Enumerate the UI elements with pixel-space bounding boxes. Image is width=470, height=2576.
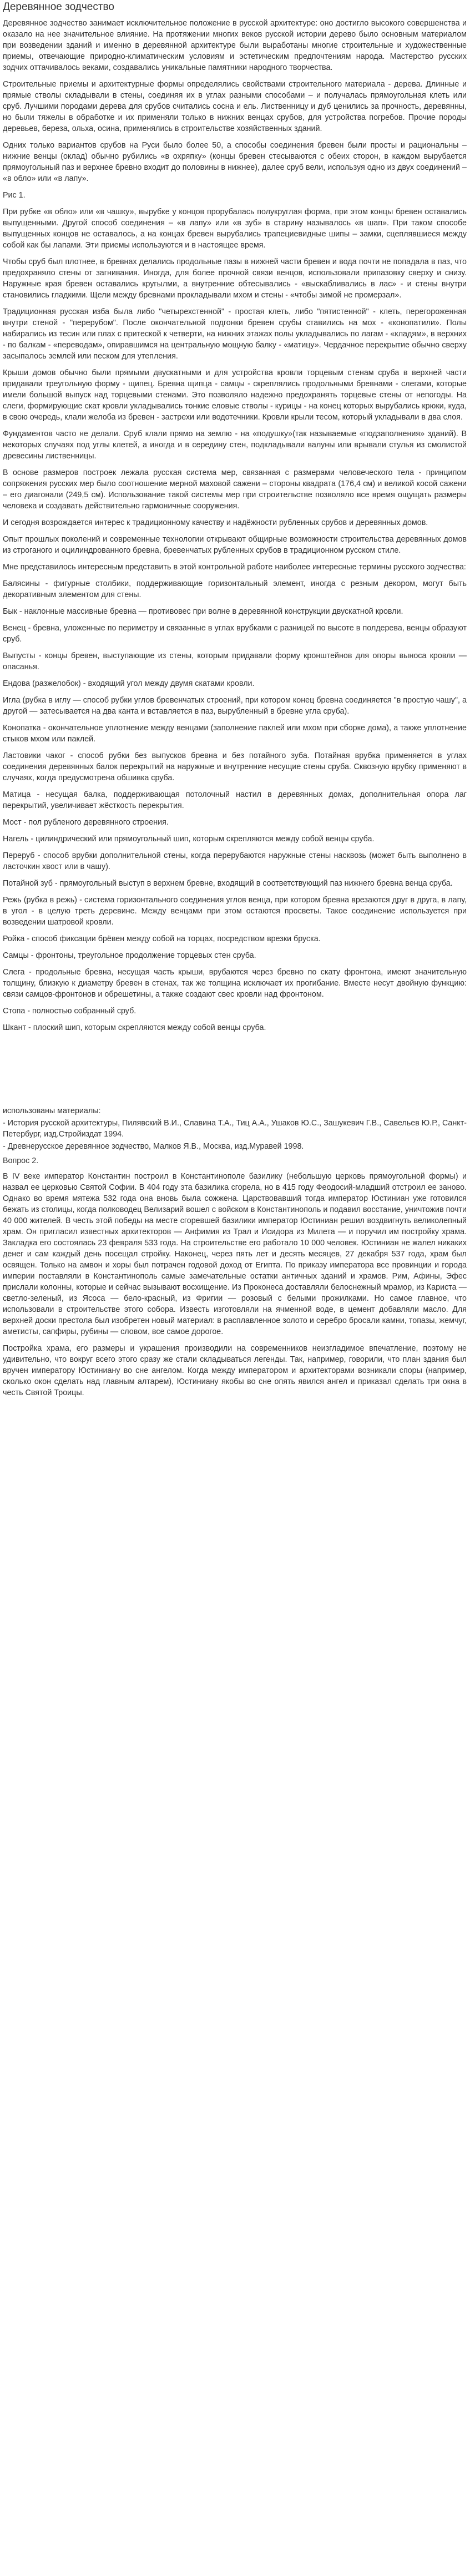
question2-paragraphs [3,1171,467,1398]
article-paragraph: Венец - бревна, уложенные по периметру и связанные в углах врубками с разницей по высоте в полдерева, венцы образуют сруб. [3,624,467,644]
article-paragraph: Рис 1. [3,191,26,200]
article-paragraph: Ендова (разжелобок) - входящий угол между двумя скатами кровли. [3,679,255,688]
question2-paragraph: В IV веке император Константин построил в Константинополе базилику (небольшую церковь прямоугольной формы) и назвал ее церковью Святой Софии. В 404 году эта базилика сгорела, но в 415 году Феодосий-младший отстроил ее заново. Однако во время мятежа 532 года она вновь была сожжена. Царствовавший тогда император Юстиниан уже готовился бежать из столицы, когда полководец Велизарий вошел с войском в Константинополь и подавил восстание, уничтожив почти 40 000 жителей. В честь этой победы на месте сгоревшей базилики император Юстиниан решил воздвигнуть великолепный храм. Он пригласил известных архитекторов — Анфимия из Трал и Исидора из Милета — и поручил им постройку храма. Закладка его состоялась 23 февраля 533 года. На строительстве его работало 10 000 человек. Юстиниан не жалел никаких денег и сам каждый день посещал стройку. Наконец, через пять лет и десять месяцев, 27 декабря 537 года, храм был освящен. Только на амвон и хоры был потрачен годовой доход от Египта. По приказу императора все провинции и города империи поставляли в Константинополь самые замечательные остатки античных зданий и храмов. Рим, Афины, Эфес прислали колонны, которые и сейчас вызывают восхищение. Из Проконеса доставляли белоснежный мрамор, из Кариста — светло-зеленый, из Ясоса — бело-красный, из Фригии — розовый с белыми прожилками. Но самое главное, что использовали в строительстве этого собора. Известь изготовляли на ячменной воде, в цемент добавляли масло. Для верхней доски престола был изобретен новый материал: в расплавленное золото и серебро бросали камни, топазы, жемчуг, аметисты, сапфиры, рубины — словом, все самое дорогое. [3,1172,467,1336]
article-paragraph: Игла (рубка в иглу — способ рубки углов бревенчатых строений, при котором конец бревна соединяется "в простую чашу", а другой — затесывается на два канта и вставляется в паз, вырубленный в бревне угла сруба). [3,696,467,716]
article-paragraph: Выпусты - концы бревен, выступающие из стены, которым придавали форму кронштейнов для опоры выноса кровли — опасанья. [3,651,467,671]
article-paragraph: Самцы - фронтоны, треугольное продолжение торцевых стен сруба. [3,951,256,960]
article-paragraph: Балясины - фигурные столбики, поддерживающие горизонтальный элемент, иногда с резным декором, могут быть декоративным элементом для стены. [3,579,467,599]
article-paragraph: Слега - продольные бревна, несущая часть крыши, врубаются через бревно по скату фронтона, имеют значительную толщину, близкую к диаметру бревен в стенах, так же толщина исключает их прогибание. Вместе несут двойную функцию: связи самцов-фронтонов и обрешетины, а также создают свес кровли над фронтоном. [3,968,467,999]
article-paragraphs [3,18,467,1033]
article-paragraph: При рубке «в обло» или «в чашку», вырубке у концов прорубалась полукруглая форма, при этом концы бревен оставались выпущенными. Другой способ соединения – «в лапу» или «в зуб» в старину называлось «в шап». При таком способе выпущенных концов не оставалось, а на концах бревен вырубались трапециевидные шипы – замки, сцеплявшиеся между собой как бы лапами. Эти приемы используются и в настоящее время. [3,208,467,250]
article-paragraph: Ройка - способ фиксации брёвен между собой на торцах, посредством врезки бруска. [3,935,321,943]
references-heading: использованы материалы: [3,1107,101,1115]
article-paragraph: Одних только вариантов срубов на Руси было более 50, а способы соединения бревен были просты и рациональны – нижние венцы (оклад) обычно рубились «в охряпку» (концы бревен стесываются с обеих сторон, в каждом вырубается прямоугольный паз и верхнее бревно входит до половины в нижнее), далее сруб вели, используя одно из двух соединений – «в обло» или «в лапу». [3,141,467,183]
blank-spacer [3,1039,467,1105]
article-paragraph: И сегодня возрождается интерес к традиционному качеству и надёжности рубленных срубов и деревянных домов. [3,518,428,527]
article-body [3,18,467,1398]
article-paragraph: Фундаментов часто не делали. Сруб клали прямо на землю - на «подушку»(так называемые «подзаполнения» зданий). В некоторых случаях под углы клетей, а иногда и в середину стен, подкладывали валуны или врывали стулья из смолистой древесины лиственницы. [3,430,467,461]
article-paragraph: Мост - пол рубленого деревянного строения. [3,818,169,827]
article-paragraph: В основе размеров построек лежала русская система мер, связанная с размерами человеческого тела - принципом сопряжения русских мер было соотношение мерной маховой сажени – стороны квадрата (176,4 см) и великой косой сажени – его диагонали (249,5 см). Использование такой системы мер при строительстве позволяло все время ощущать размеры человека и создавать действительно гармоничные сооружения. [3,468,467,511]
article-paragraph: Бык - наклонные массивные бревна — противовес при волне в деревянной конструкции двускатной кровли. [3,607,403,616]
article-paragraph: Нагель - цилиндрический или прямоугольный шип, которым скрепляются между собой венцы сруба. [3,835,375,843]
article-paragraph: Традиционная русская изба была либо "четырехстенной" - простая клеть, либо "пятистенной" - клеть, перегороженная внутри стеной - "перерубом". После окончательной подгонки бревен срубы ставились на мох - «конопатили». Полы набирались из тесин или плах с притеской к четверти, на нижних этажах полы укладывались по лагам - «кладям», в верхних - по балкам - «переводам», опиравшимся на центральную мощную балку - «матицу». Чердачное перекрытие обычно сверху засыпалось землей или песком для утепления. [3,307,467,361]
references-list [3,1118,467,1152]
reference-item: - Древнерусское деревянное зодчество, Малков Я.В., Москва, изд.Муравей 1998. [3,1142,304,1151]
article-paragraph: Деревянное зодчество занимает исключительное положение в русской архитектуре: оно достигло высокого совершенства и оказало на нее значительное влияние. На протяжении многих веков русской истории дерево было основным материалом при возведении зданий и именно в деревянной архитектуре были выработаны многие строительные и художественные приемы, отвечающие природно-климатическим условиям и эстетическим предпочтениям народа. Мастерство русских зодчих оттачивалось веками, создавались уникальные памятники народного творчества. [3,19,467,72]
article-paragraph: Потайной зуб - прямоугольный выступ в верхнем бревне, входящий в соответствующий паз нижнего бревна венца сруба. [3,879,453,888]
article-paragraph: Строительные приемы и архитектурные формы определялись свойствами строительного материала - дерева. Длинные и прямые стволы складывали в стены, соединяя их в углах разными способами – и получалась прямоугольная клеть или сруб. Лучшими породами дерева для срубов считались сосна и ель. Лиственницу и дуб ценились за прочность, деревянны, но были тяжелы в обработке и их применяли только в нижних венцах срубов, для устройства погребов. Прочие породы деревьев, береза, ольха, осина, применялись в строительстве хозяйственных зданий. [3,80,467,133]
article-paragraph: Стопа - полностью собранный сруб. [3,1007,137,1016]
article-paragraph: Конопатка - окончательное уплотнение между венцами (заполнение паклей или мхом при сборке дома), а также уплотнение стыков мхом или паклей. [3,724,467,744]
article-paragraph: Режь (рубка в режь) - система горизонтального соединения углов венца, при котором бревна врезаются друг в друга, в лапу, в угол - в целую треть деревине. Между венцами при этом остаются просветы. Такое соединение используется при возведении шатровой кровли. [3,896,467,927]
question2-heading: Вопрос 2. [3,1156,39,1165]
page-title: Деревянное зодчество [3,1,114,13]
article-paragraph: Матица - несущая балка, поддерживающая потолочный настил в деревянных домах, дополнительная опора лаг перекрытий, увеличивает жёсткость перекрытия. [3,790,467,810]
article-paragraph: Крыши домов обычно были прямыми двускатными и для устройства кровли торцевым стенам сруба в верхней части придавали треугольную форму - щипец. Бревна щипца - самцы - скреплялись продольными бревнами - слегами, которые имели большой выпуск над торцевыми стенами. Это позволяло надежно предохранять торцевые стены от непогоды. На слеги, формирующие скат кровли укладывались тонкие еловые стволы - курицы - на конец которых вырубались крюки, куда, в свою очередь, клали желоба из бревен - застрехи или водотечники. Кровли крыли тесом, который укладывали в два слоя. [3,368,467,422]
article-paragraph: Переруб - способ врубки дополнительной стены, когда перерубаются наружные стены насквозь (может быть выполнено в ласточкин хвост или в чашу). [3,851,467,871]
article-paragraph: Шкант - плоский шип, которым скрепляются между собой венцы сруба. [3,1023,266,1032]
article-paragraph: Мне представилось интересным представить в этой контрольной работе наиболее интересные термины русского зодчества: [3,563,466,572]
question2-paragraph: Постройка храма, его размеры и украшения производили на современников неизгладимое впечатление, поэтому не удивительно, что вокруг всего этого сразу же стали складываться легенды. Так, например, говорили, что план здания был вручен императору Юстиниану во сне ангелом. Когда между императором и архитекторами возникали споры (например, сколько окон сделать над главным алтарем), Юстиниану якобы во сне опять явился ангел и приказал сделать три окна в честь Святой Троицы. [3,1344,467,1397]
reference-item: - История русской архитектуры, Пилявский В.И., Славина Т.А., Тиц А.А., Ушаков Ю.С., Зашукевич Г.В., Савельев Ю.Р., Санкт-Петербург, изд.Стройиздат 1994. [3,1119,467,1139]
references-block [3,1105,467,1152]
article-paragraph: Опыт прошлых поколений и современные технологии открывают общирные возможности строительства деревянных домов из строганого и оцилиндрованного бревна, бревенчатых рубленных срубов в традиционном русском стиле. [3,535,467,555]
article-paragraph: Ластовики чаког - способ рубки без выпусков бревна и без потайного зуба. Потайная врубка применяется в углах соединения деревянных балок перекрытий на наружные и внутренние несущие стены сруба. Сквозную врубку применяют в случаях, когда предусмотрена обшивка сруба. [3,751,467,782]
article-paragraph: Чтобы сруб был плотнее, в бревнах делались продольные пазы в нижней части бревен и вода почти не попадала в паз, что предохраняло стены от загнивания. Иногда, для более прочной связи венцов, использовали припазовку сверху и снизу. Наружные края бревен оставались кругылми, а внутренние обтесывались - «выскабливались в лас» - и стены внутри становились гладкими. Щели между бревнами прокладывали мхом и стены - «чтобы зимой не промерзал». [3,257,467,300]
